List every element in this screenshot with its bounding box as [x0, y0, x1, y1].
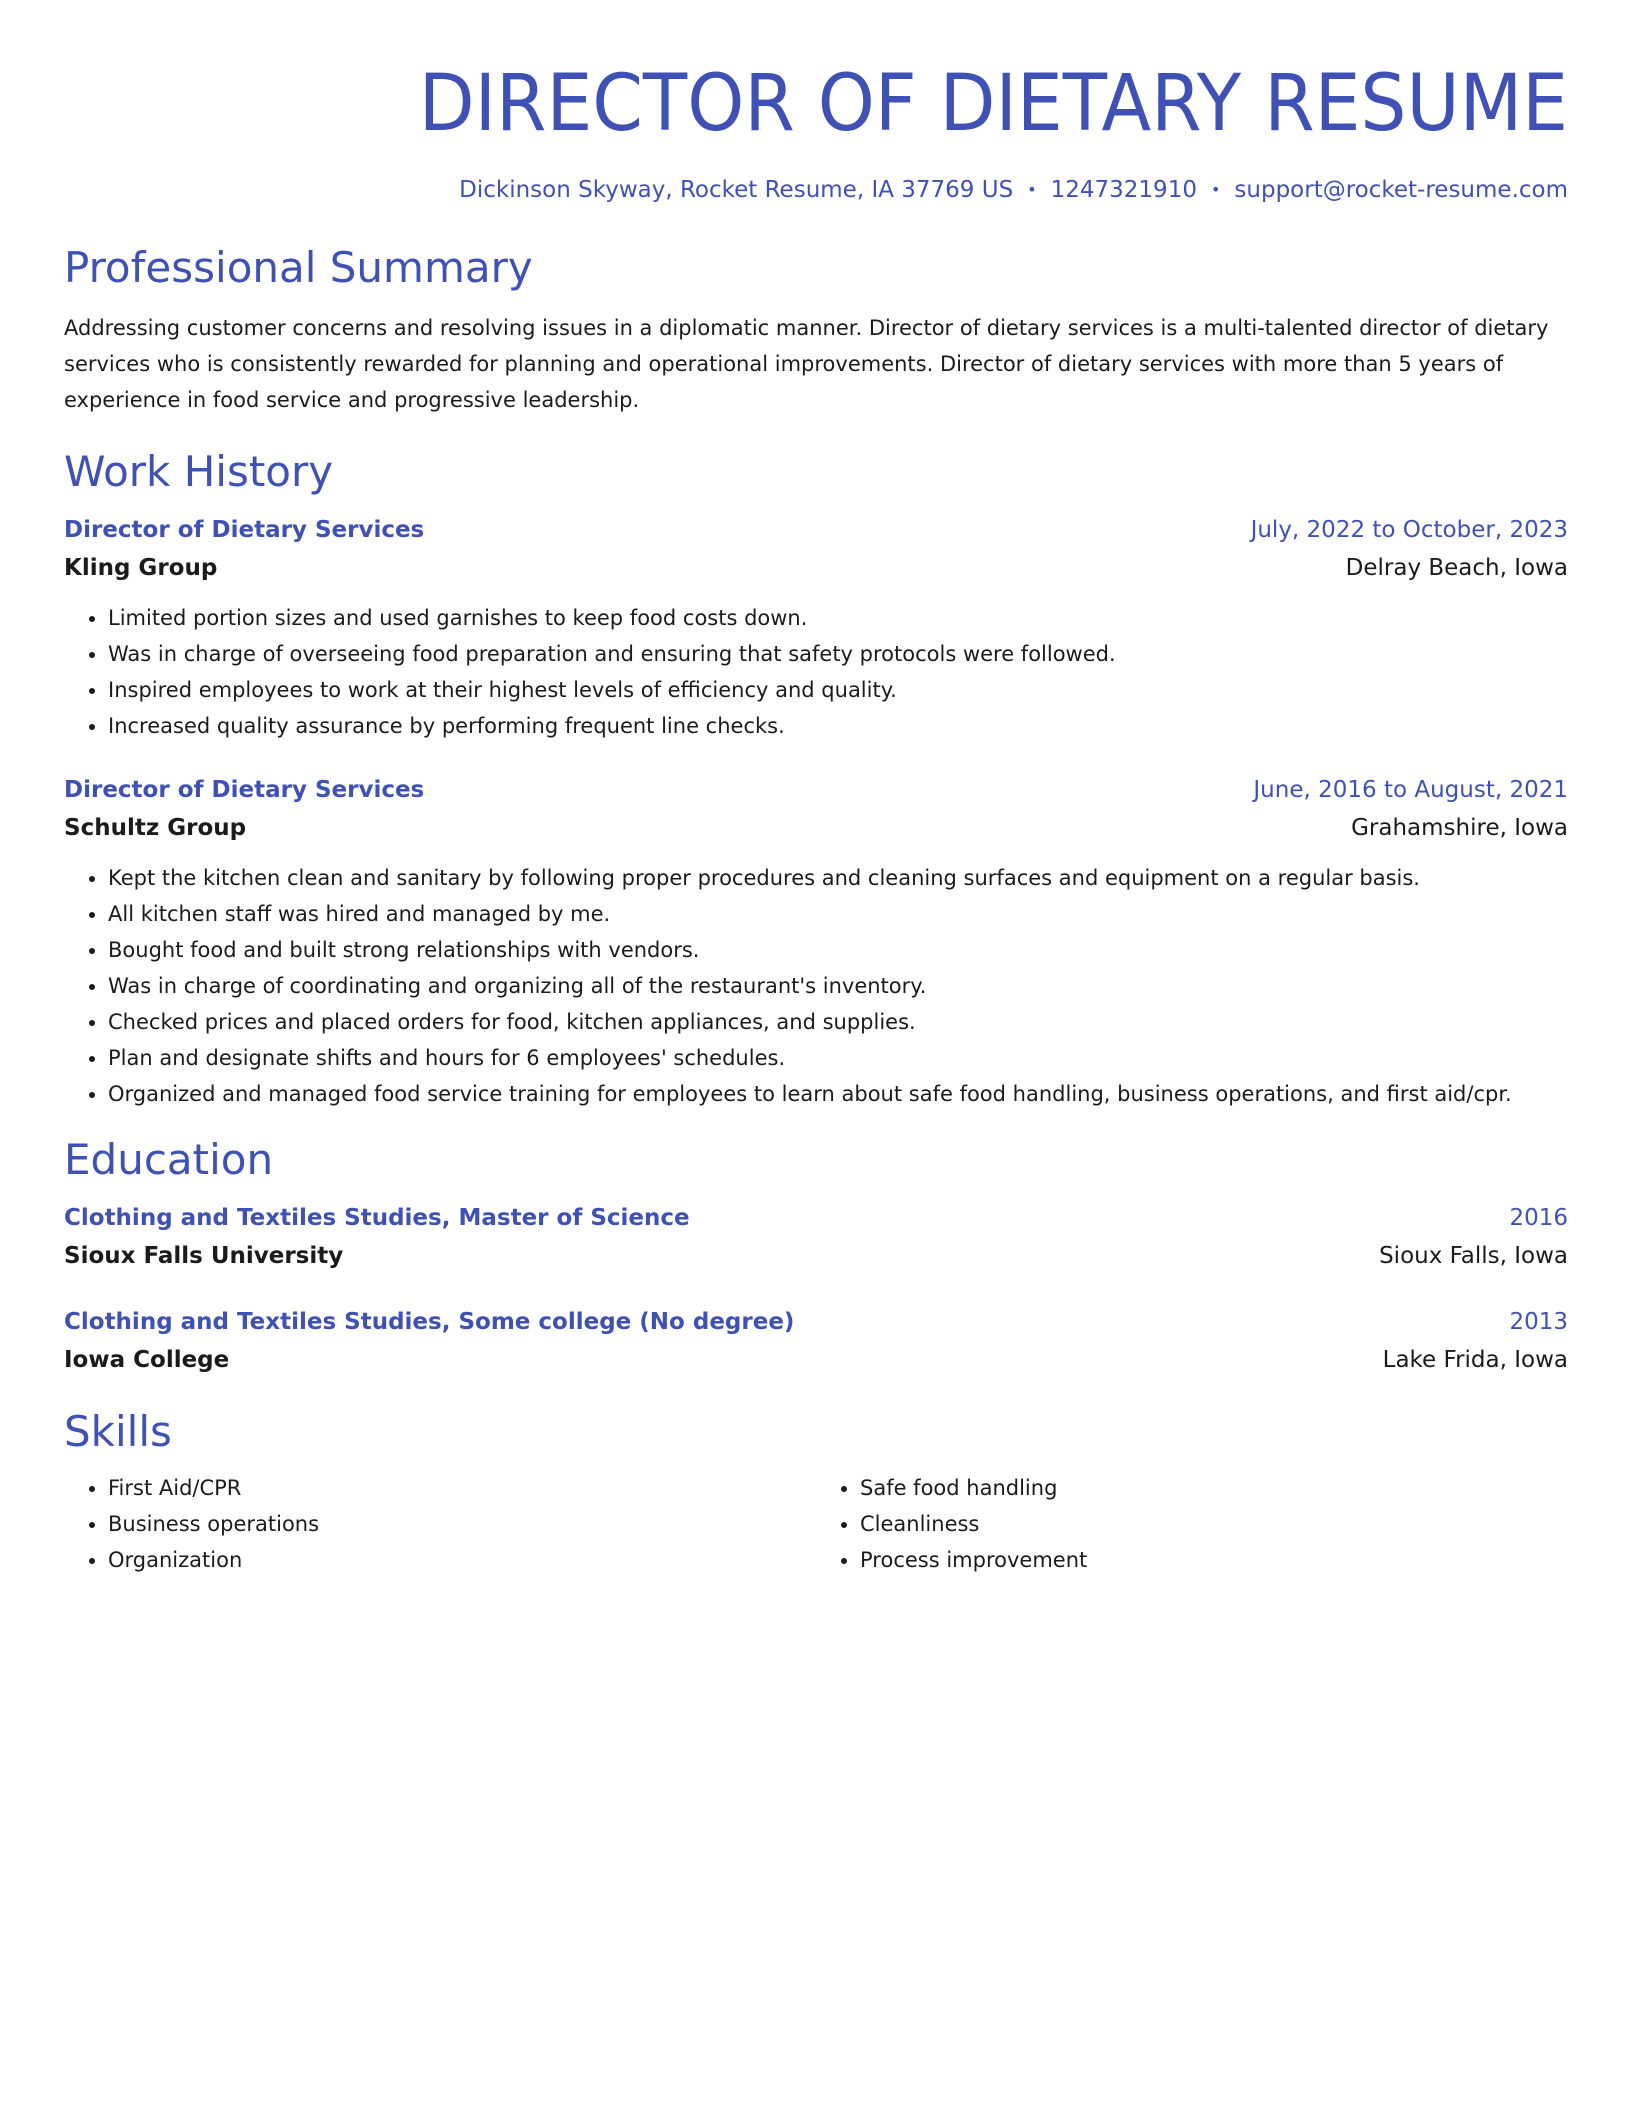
job-company: Kling Group	[64, 555, 218, 581]
job-bullets	[64, 600, 1568, 744]
education-degree: Clothing and Textiles Studies, Some college (No degree)	[64, 1309, 795, 1335]
contact-phone: 1247321910	[1050, 177, 1197, 203]
education-school: Sioux Falls University	[64, 1243, 344, 1269]
skill-item: • Organization	[108, 1542, 816, 1578]
contact-separator: •	[1210, 180, 1221, 199]
job-dates: July, 2022 to October, 2023	[1250, 517, 1568, 543]
summary-heading: Professional Summary	[64, 243, 533, 292]
work-history-heading: Work History	[64, 447, 334, 496]
job-bullet: • Bought food and built strong relationships with vendors.	[108, 932, 1568, 968]
job-company: Schultz Group	[64, 815, 247, 841]
job-dates: June, 2016 to August, 2021	[1253, 777, 1568, 803]
contact-line	[64, 174, 1568, 206]
contact-email: support@rocket-resume.com	[1234, 177, 1568, 203]
resume-title: DIRECTOR OF DIETARY RESUME	[418, 59, 1568, 149]
skills-column-left	[64, 1470, 816, 1578]
skills-heading: Skills	[64, 1407, 172, 1456]
job-bullet: • Was in charge of coordinating and organizing all of the restaurant's inventory.	[108, 968, 1568, 1004]
skill-item: • Process improvement	[860, 1542, 1568, 1578]
job-location: Grahamshire, Iowa	[1351, 815, 1568, 841]
job-entry	[64, 512, 1568, 744]
education-year: 2016	[1509, 1205, 1568, 1231]
job-entry	[64, 772, 1568, 1112]
education-degree: Clothing and Textiles Studies, Master of Science	[64, 1205, 690, 1231]
job-bullet: • Inspired employees to work at their highest levels of efficiency and quality.	[108, 672, 1568, 708]
skills-grid	[64, 1470, 1568, 1578]
job-bullet: • Was in charge of overseeing food preparation and ensuring that safety protocols were followed.	[108, 636, 1568, 672]
resume-page	[64, 0, 1568, 1578]
skill-item: • First Aid/CPR	[108, 1470, 816, 1506]
summary-text: Addressing customer concerns and resolving issues in a diplomatic manner. Director of dietary services is a multi-talented director of dietary services who is consistently rewarded for planning and operational improvements. Director of dietary services with more than 5 years of experience in food service and progressive leadership.	[64, 316, 1549, 412]
job-bullet: • Kept the kitchen clean and sanitary by following proper procedures and cleaning surfaces and equipment on a regular basis.	[108, 860, 1568, 896]
education-entry	[64, 1200, 1568, 1276]
education-entry	[64, 1304, 1568, 1380]
contact-separator: •	[1027, 180, 1037, 199]
skill-item: • Safe food handling	[860, 1470, 1568, 1506]
skills-column-right	[816, 1470, 1568, 1578]
job-bullet: • All kitchen staff was hired and managed by me.	[108, 896, 1568, 932]
job-role: Director of Dietary Services	[64, 777, 425, 803]
education-school: Iowa College	[64, 1347, 230, 1373]
job-bullet: • Plan and designate shifts and hours for 6 employees' schedules.	[108, 1040, 1568, 1076]
contact-address: Dickinson Skyway, Rocket Resume, IA 37769 US	[459, 177, 1014, 203]
job-bullet: • Increased quality assurance by performing frequent line checks.	[108, 708, 1568, 744]
education-location: Sioux Falls, Iowa	[1379, 1243, 1568, 1269]
job-bullet: • Organized and managed food service training for employees to learn about safe food handling, business operations, and first aid/cpr.	[108, 1076, 1568, 1112]
job-location: Delray Beach, Iowa	[1345, 555, 1568, 581]
job-bullets	[64, 860, 1568, 1112]
education-year: 2013	[1509, 1309, 1568, 1335]
education-heading: Education	[64, 1135, 274, 1184]
job-role: Director of Dietary Services	[64, 517, 425, 543]
job-bullet: • Limited portion sizes and used garnishes to keep food costs down.	[108, 600, 1568, 636]
education-location: Lake Frida, Iowa	[1382, 1347, 1568, 1373]
job-bullet: • Checked prices and placed orders for food, kitchen appliances, and supplies.	[108, 1004, 1568, 1040]
skill-item: • Cleanliness	[860, 1506, 1568, 1542]
skill-item: • Business operations	[108, 1506, 816, 1542]
